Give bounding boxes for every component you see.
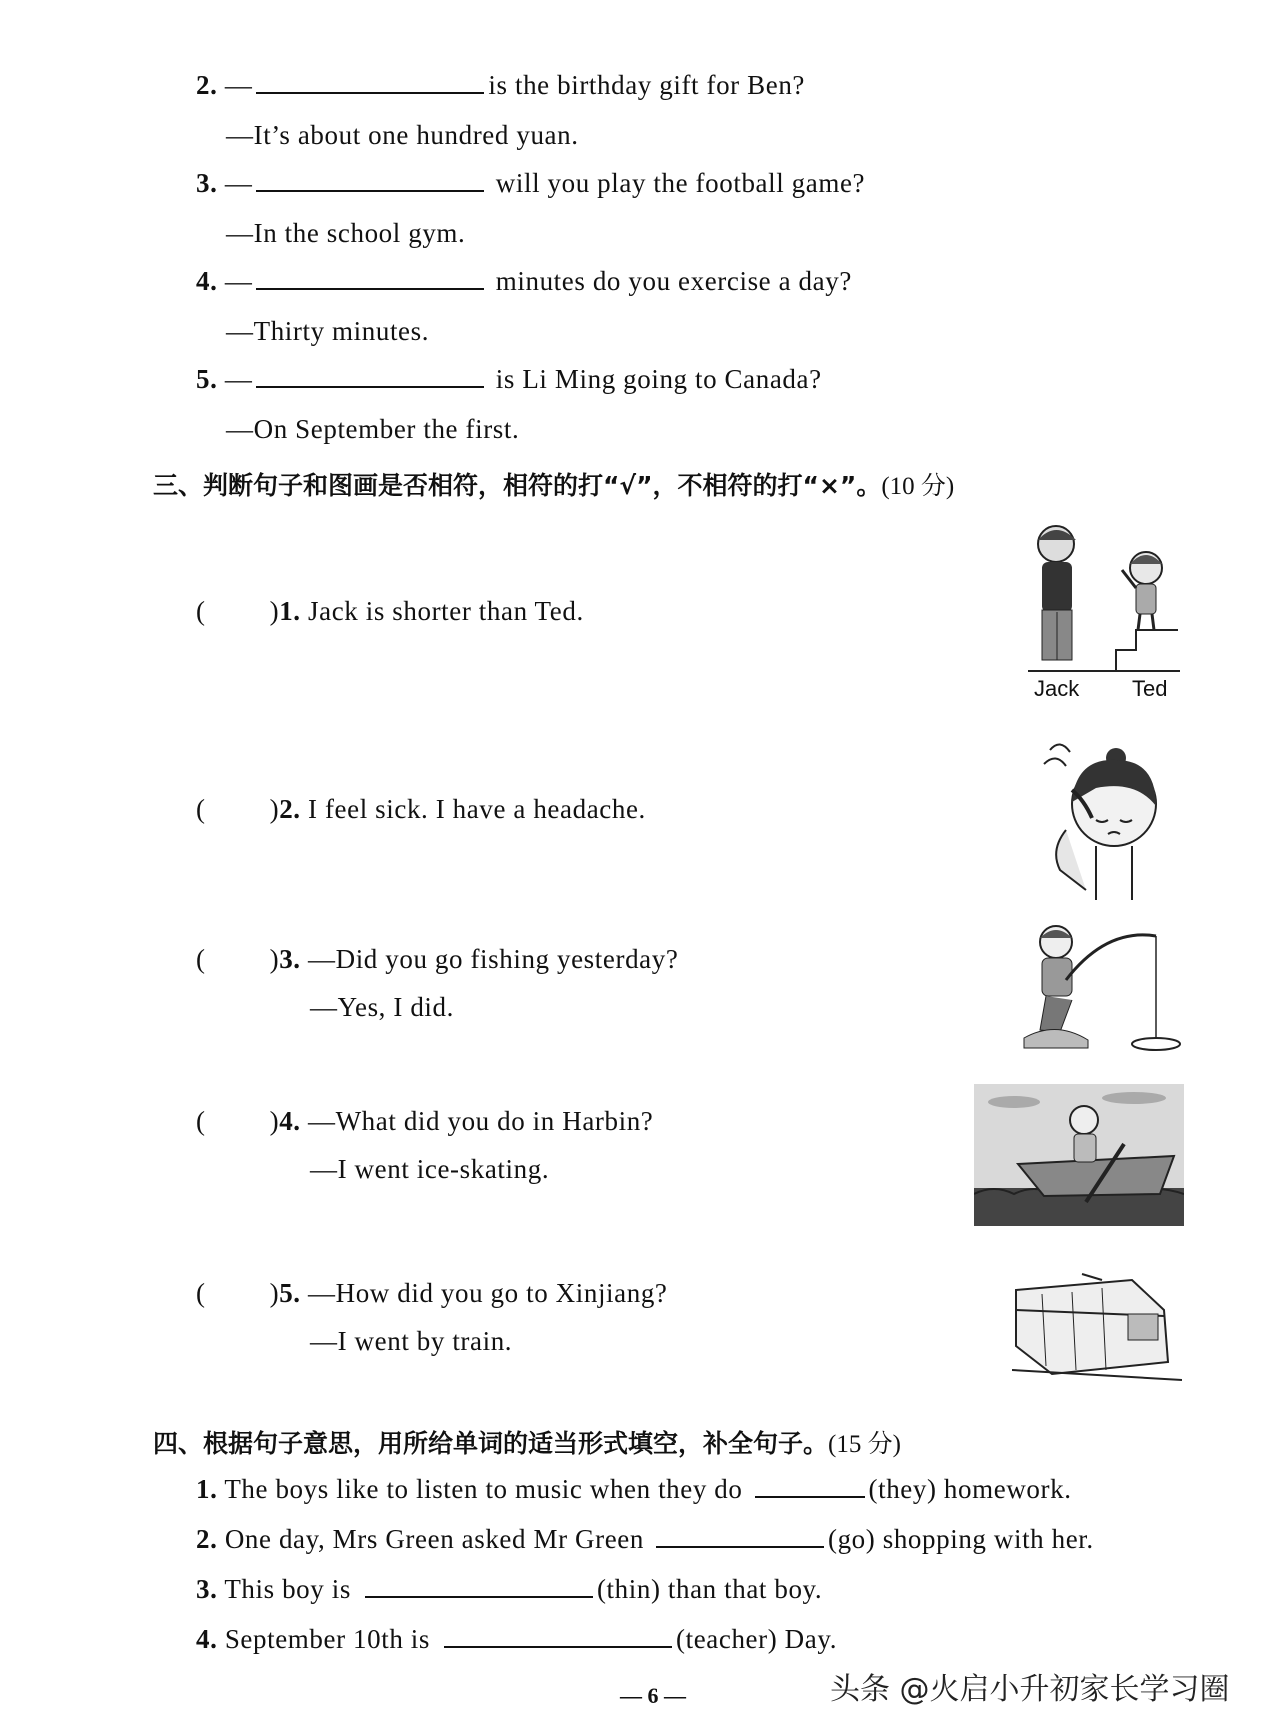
- answer-blank[interactable]: [755, 1474, 865, 1498]
- answer-blank[interactable]: [256, 266, 484, 290]
- judge-item-4: [196, 1106, 653, 1137]
- fishing-illustration: [1016, 920, 1182, 1060]
- picture-headache-girl: [1036, 730, 1176, 900]
- fill-item-4: [196, 1624, 837, 1655]
- headache-illustration: [1036, 730, 1176, 900]
- judge-sentence: I feel sick. I have a headache.: [308, 794, 646, 824]
- paren-close: ): [269, 1106, 280, 1136]
- item-number: 3.: [196, 1574, 218, 1604]
- question-text: is Li Ming going to Canada?: [495, 364, 822, 394]
- paren-open: (: [196, 596, 206, 626]
- label-jack: Jack: [1034, 676, 1080, 700]
- fill-text-after: (they) homework.: [868, 1474, 1072, 1504]
- q2-4-answer: —Thirty minutes.: [226, 316, 430, 346]
- item-number: 4.: [196, 1624, 218, 1654]
- fill-text-before: This boy is: [224, 1574, 351, 1604]
- train-illustration: [1012, 1270, 1182, 1382]
- fill-text-after: (teacher) Day.: [676, 1624, 838, 1654]
- judge-sentence: —What did you do in Harbin?: [308, 1106, 654, 1136]
- dash: —: [224, 70, 253, 100]
- item-number: 1.: [279, 596, 301, 626]
- item-number: 5.: [196, 364, 218, 394]
- paren-open: (: [196, 794, 206, 824]
- page-number: — 6 —: [620, 1683, 686, 1708]
- item-number: 1.: [196, 1474, 218, 1504]
- judge-answer-box[interactable]: [210, 598, 266, 620]
- paren-close: ): [269, 944, 280, 974]
- paren-close: ): [269, 794, 280, 824]
- judge-answer-box[interactable]: [210, 946, 266, 968]
- answer-blank[interactable]: [256, 364, 484, 388]
- answer-blank[interactable]: [365, 1574, 593, 1598]
- answer-blank[interactable]: [256, 70, 484, 94]
- picture-train: [1012, 1270, 1182, 1382]
- fill-text-after: (thin) than that boy.: [596, 1574, 823, 1604]
- item-number: 5.: [279, 1278, 301, 1308]
- judge-answer-box[interactable]: [210, 796, 266, 818]
- section-3-title: 三、判断句子和图画是否相符，相符的打“√”，不相符的打“×”。: [153, 471, 882, 500]
- question-text: is the birthday gift for Ben?: [488, 70, 805, 100]
- q2-5-answer: —On September the first.: [226, 414, 520, 444]
- paren-close: ): [269, 1278, 280, 1308]
- section-4-heading: [153, 1424, 901, 1460]
- section-3-points: (10 分): [881, 473, 955, 500]
- item-number: 3.: [279, 944, 301, 974]
- question-text: minutes do you exercise a day?: [495, 266, 852, 296]
- judge-answer-box[interactable]: [210, 1280, 266, 1302]
- picture-jack-ted: [1026, 520, 1182, 700]
- judge-item-5: [196, 1278, 668, 1309]
- q2-2-answer: —It’s about one hundred yuan.: [226, 120, 579, 150]
- item-number: 4.: [196, 266, 218, 296]
- judge-item-1: [196, 596, 584, 627]
- item-number: 2.: [196, 70, 218, 100]
- answer-blank[interactable]: [256, 168, 484, 192]
- q2-5-line: [196, 364, 822, 395]
- section-4-title: 四、根据句子意思，用所给单词的适当形式填空，补全句子。: [153, 1429, 829, 1458]
- dash: —: [224, 266, 253, 296]
- fill-item-1: [196, 1474, 1072, 1505]
- fill-item-3: [196, 1574, 822, 1605]
- q2-3-line: [196, 168, 865, 199]
- judge-item-3: [196, 944, 678, 975]
- picture-boy-fishing: [1016, 920, 1182, 1060]
- judge-item-5-reply: —I went by train.: [310, 1326, 513, 1356]
- answer-blank[interactable]: [656, 1524, 824, 1548]
- jack-ted-illustration: [1026, 520, 1182, 700]
- dash: —: [224, 168, 253, 198]
- item-number: 2.: [196, 1524, 218, 1554]
- item-number: 3.: [196, 168, 218, 198]
- paren-open: (: [196, 1106, 206, 1136]
- question-text: will you play the football game?: [495, 168, 866, 198]
- paren-open: (: [196, 944, 206, 974]
- watermark: 头条 @火启小升初家长学习圈: [830, 1672, 1230, 1707]
- section-3-heading: [153, 466, 954, 502]
- fill-text-before: September 10th is: [224, 1624, 430, 1654]
- judge-item-4-reply: —I went ice-skating.: [310, 1154, 550, 1184]
- judge-answer-box[interactable]: [210, 1108, 266, 1130]
- label-ted: Ted: [1132, 676, 1168, 700]
- paren-open: (: [196, 1278, 206, 1308]
- fill-text-before: The boys like to listen to music when they do: [224, 1474, 743, 1504]
- picture-boat-rowing: [974, 1084, 1184, 1226]
- q2-4-line: [196, 266, 852, 297]
- dash: —: [224, 364, 253, 394]
- item-number: 2.: [279, 794, 301, 824]
- judge-item-3-reply: —Yes, I did.: [310, 992, 454, 1022]
- fill-text-after: (go) shopping with her.: [827, 1524, 1094, 1554]
- item-number: 4.: [279, 1106, 301, 1136]
- judge-sentence: —Did you go fishing yesterday?: [308, 944, 679, 974]
- section-4-points: (15 分): [828, 1431, 901, 1458]
- judge-sentence: —How did you go to Xinjiang?: [308, 1278, 668, 1308]
- judge-item-2: [196, 794, 646, 825]
- fill-text-before: One day, Mrs Green asked Mr Green: [224, 1524, 644, 1554]
- judge-sentence: Jack is shorter than Ted.: [308, 596, 584, 626]
- q2-3-answer: —In the school gym.: [226, 218, 466, 248]
- q2-2-line: [196, 70, 805, 101]
- answer-blank[interactable]: [444, 1624, 672, 1648]
- boat-illustration: [974, 1084, 1184, 1226]
- fill-item-2: [196, 1524, 1094, 1555]
- paren-close: ): [269, 596, 280, 626]
